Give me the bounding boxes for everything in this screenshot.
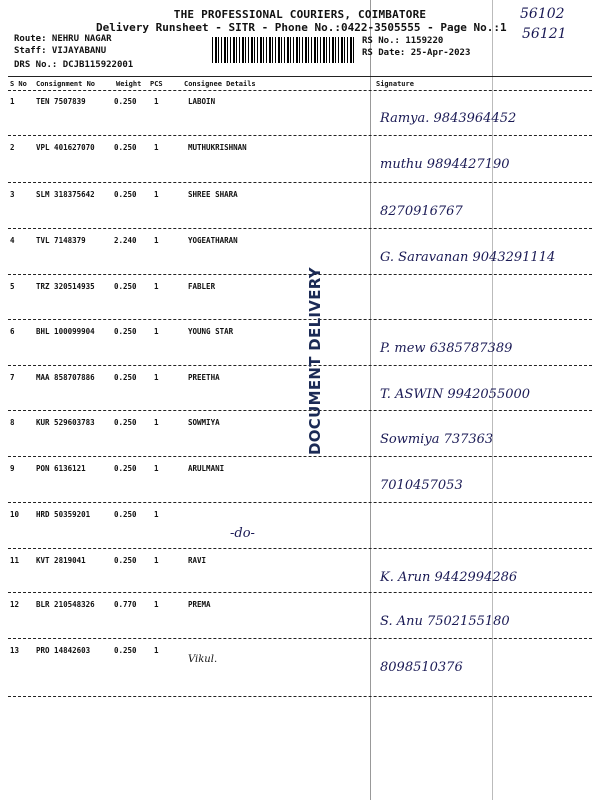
row-sno: 10 xyxy=(10,510,20,519)
row-weight: 0.250 xyxy=(114,418,137,427)
row-pcs: 1 xyxy=(154,373,159,382)
row-signature: muthu 9894427190 xyxy=(380,157,510,172)
row-pcs: 1 xyxy=(154,600,159,609)
stamp-text: DOCUMENT DELIVERY xyxy=(306,267,324,455)
row-signature: S. Anu 7502155180 xyxy=(380,614,510,629)
row-sno: 8 xyxy=(10,418,15,427)
row-consignee: SOWMIYA xyxy=(188,418,220,427)
col-signature: Signature xyxy=(376,80,414,88)
col-pcs: PCS xyxy=(150,80,163,88)
col-consignee: Consignee Details xyxy=(184,80,256,88)
row-consignment-no: HRD 50359201 xyxy=(36,510,91,519)
row-sno: 2 xyxy=(10,143,15,152)
row-signature: -do- xyxy=(230,526,255,541)
row-sno: 13 xyxy=(10,646,20,655)
row-consignee: ARULMANI xyxy=(188,464,225,473)
row-signature: T. ASWIN 9942055000 xyxy=(380,387,531,402)
route-label: Route: NEHRU NAGAR xyxy=(14,34,112,44)
row-consignee: YOGEATHARAN xyxy=(188,236,238,245)
row-separator xyxy=(8,548,592,549)
row-consignment-no: PON 6136121 xyxy=(36,464,86,473)
column-divider xyxy=(370,0,371,800)
barcode xyxy=(212,37,354,63)
col-weight: Weight xyxy=(116,80,142,88)
row-consignee: RAVI xyxy=(188,556,207,565)
row-consignee: MUTHUKRISHNAN xyxy=(188,143,247,152)
row-weight: 0.770 xyxy=(114,600,137,609)
runsheet-subtitle: Delivery Runsheet - SITR - Phone No.:0422-3505555 - Page No.:1 xyxy=(96,21,507,34)
row-sno: 11 xyxy=(10,556,20,565)
row-separator xyxy=(8,135,592,136)
row-pcs: 1 xyxy=(154,190,159,199)
row-consignment-no: PRO 14842603 xyxy=(36,646,91,655)
row-sno: 12 xyxy=(10,600,20,609)
row-consignment-no: BLR 210548326 xyxy=(36,600,95,609)
row-consignment-no: TRZ 320514935 xyxy=(36,282,95,291)
row-signature: 7010457053 xyxy=(380,478,463,493)
row-weight: 0.250 xyxy=(114,190,137,199)
row-consignee: Vikul. xyxy=(188,654,218,665)
row-weight: 0.250 xyxy=(114,327,137,336)
row-weight: 0.250 xyxy=(114,464,137,473)
document-delivery-stamp xyxy=(298,260,348,470)
row-weight: 0.250 xyxy=(114,282,137,291)
row-consignment-no: KUR 529603783 xyxy=(36,418,95,427)
row-signature: Sowmiya 737363 xyxy=(380,432,494,447)
row-weight: 2.240 xyxy=(114,236,137,245)
row-signature: P. mew 6385787389 xyxy=(380,341,513,356)
row-consignment-no: BHL 100099904 xyxy=(36,327,95,336)
row-pcs: 1 xyxy=(154,97,159,106)
rs-number: RS No.: 1159220 xyxy=(362,36,444,46)
row-sno: 5 xyxy=(10,282,15,291)
row-consignee: YOUNG STAR xyxy=(188,327,234,336)
row-weight: 0.250 xyxy=(114,556,137,565)
row-consignment-no: TVL 7148379 xyxy=(36,236,86,245)
row-weight: 0.250 xyxy=(114,143,137,152)
row-signature: 8098510376 xyxy=(380,660,463,675)
header-top-rule xyxy=(8,76,592,77)
row-pcs: 1 xyxy=(154,556,159,565)
row-consignee: FABLER xyxy=(188,282,216,291)
handwritten-note-2: 56121 xyxy=(522,26,567,42)
row-weight: 0.250 xyxy=(114,646,137,655)
row-sno: 1 xyxy=(10,97,15,106)
header-bottom-rule xyxy=(8,90,592,91)
row-weight: 0.250 xyxy=(114,97,137,106)
row-weight: 0.250 xyxy=(114,373,137,382)
row-pcs: 1 xyxy=(154,418,159,427)
row-consignee: PREETHA xyxy=(188,373,220,382)
col-consignment: Consignment No xyxy=(36,80,96,88)
row-separator xyxy=(8,696,592,697)
row-pcs: 1 xyxy=(154,510,159,519)
row-separator xyxy=(8,502,592,503)
row-consignment-no: VPL 401627070 xyxy=(36,143,95,152)
row-signature: 8270916767 xyxy=(380,204,463,219)
row-consignment-no: KVT 2819041 xyxy=(36,556,86,565)
row-pcs: 1 xyxy=(154,464,159,473)
row-pcs: 1 xyxy=(154,327,159,336)
row-sno: 6 xyxy=(10,327,15,336)
row-consignment-no: MAA 858707886 xyxy=(36,373,95,382)
company-title: THE PROFESSIONAL COURIERS, COIMBATORE xyxy=(173,8,427,21)
row-signature: G. Saravanan 9043291114 xyxy=(380,250,556,265)
row-consignee: LABOIN xyxy=(188,97,216,106)
row-signature: K. Arun 9442994286 xyxy=(380,570,518,585)
row-separator xyxy=(8,638,592,639)
row-consignment-no: TEN 7507839 xyxy=(36,97,86,106)
row-sno: 4 xyxy=(10,236,15,245)
row-pcs: 1 xyxy=(154,143,159,152)
row-separator xyxy=(8,182,592,183)
row-pcs: 1 xyxy=(154,646,159,655)
row-sno: 9 xyxy=(10,464,15,473)
row-pcs: 1 xyxy=(154,236,159,245)
row-separator xyxy=(8,228,592,229)
row-sno: 3 xyxy=(10,190,15,199)
row-signature: Ramya. 9843964452 xyxy=(380,111,517,126)
row-pcs: 1 xyxy=(154,282,159,291)
col-sno: S No xyxy=(10,80,27,88)
row-consignee: PREMA xyxy=(188,600,211,609)
staff-label: Staff: VIJAYABANU xyxy=(14,46,107,56)
row-sno: 7 xyxy=(10,373,15,382)
row-separator xyxy=(8,592,592,593)
rs-date: RS Date: 25-Apr-2023 xyxy=(362,48,471,58)
row-weight: 0.250 xyxy=(114,510,137,519)
row-consignee: SHREE SHARA xyxy=(188,190,238,199)
row-consignment-no: SLM 318375642 xyxy=(36,190,95,199)
drs-number: DRS No.: DCJB115922001 xyxy=(14,60,134,70)
handwritten-note-1: 56102 xyxy=(520,6,565,22)
